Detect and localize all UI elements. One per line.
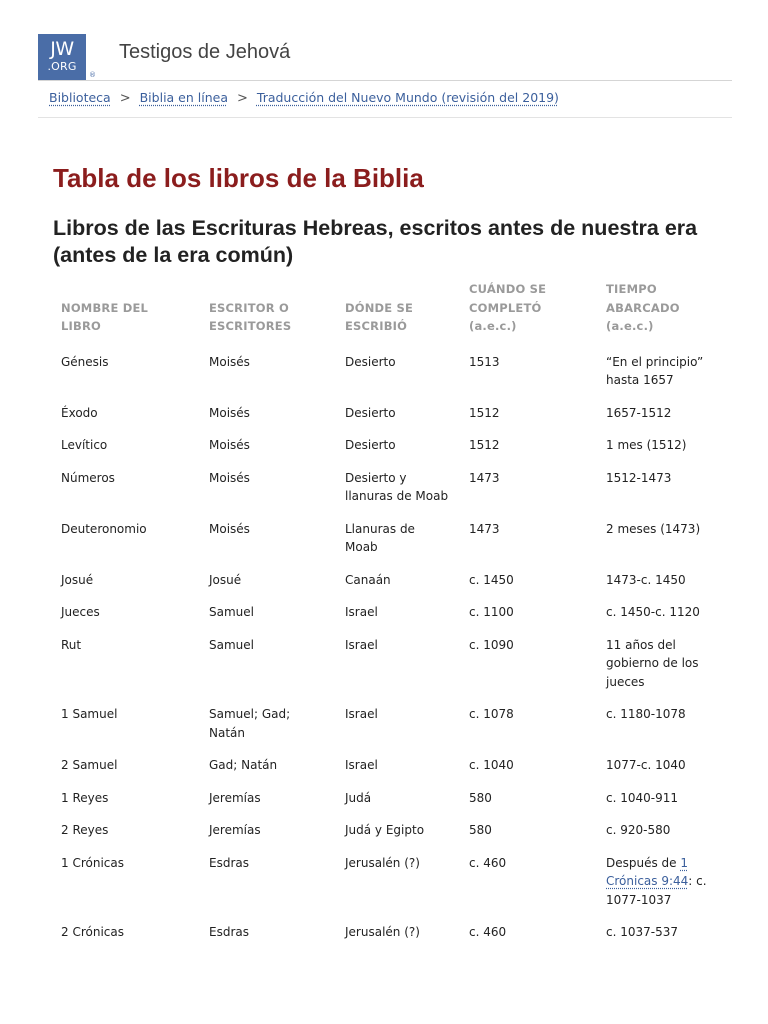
breadcrumb-biblioteca[interactable]: Biblioteca — [49, 90, 111, 105]
cell-writer: Samuel — [209, 605, 254, 619]
cell-book: Números — [61, 470, 115, 485]
cell-book: Rut — [61, 637, 82, 652]
cell-time-span: c. 1040-911 — [606, 790, 678, 805]
jw-org-logo[interactable] — [38, 34, 86, 81]
cell-place: Israel — [345, 637, 378, 652]
cell-completed: 580 — [469, 790, 492, 805]
table-row — [49, 700, 729, 751]
cell-place: Desierto y llanuras de Moab — [345, 470, 449, 503]
cell-writer: Moisés — [209, 470, 250, 485]
cell-place: Judá — [345, 790, 372, 805]
cell-time-span — [594, 849, 729, 919]
cell-writer: Esdras — [209, 925, 249, 939]
cell-writer: Esdras — [209, 855, 249, 870]
cell-completed: 1512 — [469, 438, 500, 452]
cell-time-span: 1512-1473 — [606, 470, 672, 485]
cell-book: 1 Reyes — [61, 790, 109, 805]
breadcrumb-biblia-en-linea[interactable]: Biblia en línea — [139, 90, 228, 105]
cell-place: Desierto — [345, 405, 396, 420]
breadcrumb-traduccion[interactable]: Traducción del Nuevo Mundo (revisión del 2019) — [256, 90, 559, 105]
cell-writer: Gad; Natán — [209, 758, 278, 772]
table-row — [49, 348, 729, 399]
cell-place: Judá y Egipto — [345, 823, 425, 837]
cell-writer: Samuel; Gad; Natán — [209, 707, 291, 740]
cell-book: Génesis — [61, 354, 109, 369]
cell-completed: 580 — [469, 823, 492, 837]
cell-completed: c. 1100 — [469, 605, 514, 619]
cell-time-span: c. 1037-537 — [606, 925, 678, 939]
cell-writer: Jeremías — [209, 823, 261, 837]
table-row — [49, 631, 729, 701]
site-title[interactable]: Testigos de Jehová — [119, 41, 291, 63]
cell-book: 2 Reyes — [61, 823, 109, 837]
cell-writer: Jeremías — [209, 790, 261, 805]
cell-completed: c. 1450 — [469, 572, 514, 587]
cell-book: Éxodo — [61, 405, 98, 420]
cell-completed: 1473 — [469, 521, 500, 536]
cell-book: 1 Samuel — [61, 707, 118, 721]
cell-time-span: 1657-1512 — [606, 405, 672, 420]
cell-time-span: c. 920-580 — [606, 823, 671, 837]
cell-place: Israel — [345, 758, 378, 772]
cell-completed: 1513 — [469, 354, 500, 369]
time-span-prefix: Después de — [606, 855, 681, 870]
time-span-suffix: : c. 1077-1037 — [606, 874, 707, 907]
cell-book: Jueces — [61, 605, 100, 619]
column-header-book: NOMBRE DEL LIBRO — [61, 300, 149, 333]
cell-time-span: 2 meses (1473) — [606, 521, 701, 536]
logo-line-2: .ORG — [47, 60, 77, 73]
cell-place: Israel — [345, 605, 378, 619]
cell-book: 2 Samuel — [61, 758, 118, 772]
cell-time-span: “En el principio” hasta 1657 — [606, 354, 704, 387]
table-row — [49, 784, 729, 817]
table-row — [49, 566, 729, 599]
cell-writer: Moisés — [209, 354, 250, 369]
cell-place: Jerusalén (?) — [345, 855, 420, 870]
cell-writer: Samuel — [209, 637, 254, 652]
column-header-time-span: TIEMPO ABARCADO (a.e.c.) — [606, 282, 680, 333]
column-header-place: DÓNDE SE ESCRIBIÓ — [345, 300, 414, 333]
cell-time-span: 11 años del gobierno de los jueces — [606, 637, 699, 689]
cell-completed: 1473 — [469, 470, 500, 485]
section-subtitle: Libros de las Escrituras Hebreas, escritos antes de nuestra era (antes de la era común) — [53, 216, 698, 267]
breadcrumb-separator: > — [236, 91, 248, 106]
table-row — [49, 399, 729, 432]
logo-line-1: JW — [50, 38, 74, 60]
cell-time-span: 1473-c. 1450 — [606, 572, 686, 587]
cell-writer: Moisés — [209, 521, 250, 536]
cell-place: Desierto — [345, 438, 396, 452]
breadcrumb-divider — [38, 117, 732, 118]
cell-book: Josué — [61, 572, 94, 587]
cell-book: Deuteronomio — [61, 521, 147, 536]
cell-time-span: c. 1180-1078 — [606, 707, 686, 721]
cell-time-span: 1077-c. 1040 — [606, 758, 686, 772]
cell-book: 1 Crónicas — [61, 855, 124, 870]
cell-completed: c. 460 — [469, 855, 507, 870]
header-divider — [38, 80, 732, 81]
cell-time-span: c. 1450-c. 1120 — [606, 605, 700, 619]
cell-place: Canaán — [345, 572, 391, 587]
table-row — [49, 751, 729, 784]
cell-book: 2 Crónicas — [61, 925, 124, 939]
breadcrumb — [49, 90, 559, 106]
table-row — [49, 598, 729, 631]
table-row — [49, 918, 729, 951]
cell-place: Desierto — [345, 354, 396, 369]
scripture-link[interactable]: 1 Crónicas 9:44 — [606, 855, 689, 888]
cell-completed: 1512 — [469, 405, 500, 420]
books-table — [49, 276, 729, 951]
column-header-completed: CUÁNDO SE COMPLETÓ (a.e.c.) — [469, 282, 547, 333]
cell-completed: c. 1090 — [469, 637, 514, 652]
cell-writer: Moisés — [209, 405, 250, 420]
table-row — [49, 849, 729, 919]
table-header-row — [49, 276, 729, 348]
site-header — [0, 0, 768, 82]
table-row — [49, 431, 729, 464]
cell-completed: c. 1040 — [469, 758, 514, 772]
column-header-writer: ESCRITOR O ESCRITORES — [209, 300, 292, 333]
breadcrumb-separator: > — [119, 91, 131, 106]
table-row — [49, 816, 729, 849]
table-row — [49, 464, 729, 515]
cell-place: Jerusalén (?) — [345, 925, 420, 939]
cell-place: Israel — [345, 707, 378, 721]
cell-time-span: 1 mes (1512) — [606, 438, 687, 452]
cell-writer: Josué — [209, 572, 242, 587]
cell-writer: Moisés — [209, 438, 250, 452]
cell-completed: c. 460 — [469, 925, 507, 939]
cell-place: Llanuras de Moab — [345, 521, 415, 554]
registered-mark: ® — [89, 71, 96, 79]
cell-book: Levítico — [61, 438, 108, 452]
table-row — [49, 515, 729, 566]
page-title: Tabla de los libros de la Biblia — [53, 163, 424, 193]
cell-completed: c. 1078 — [469, 707, 514, 721]
